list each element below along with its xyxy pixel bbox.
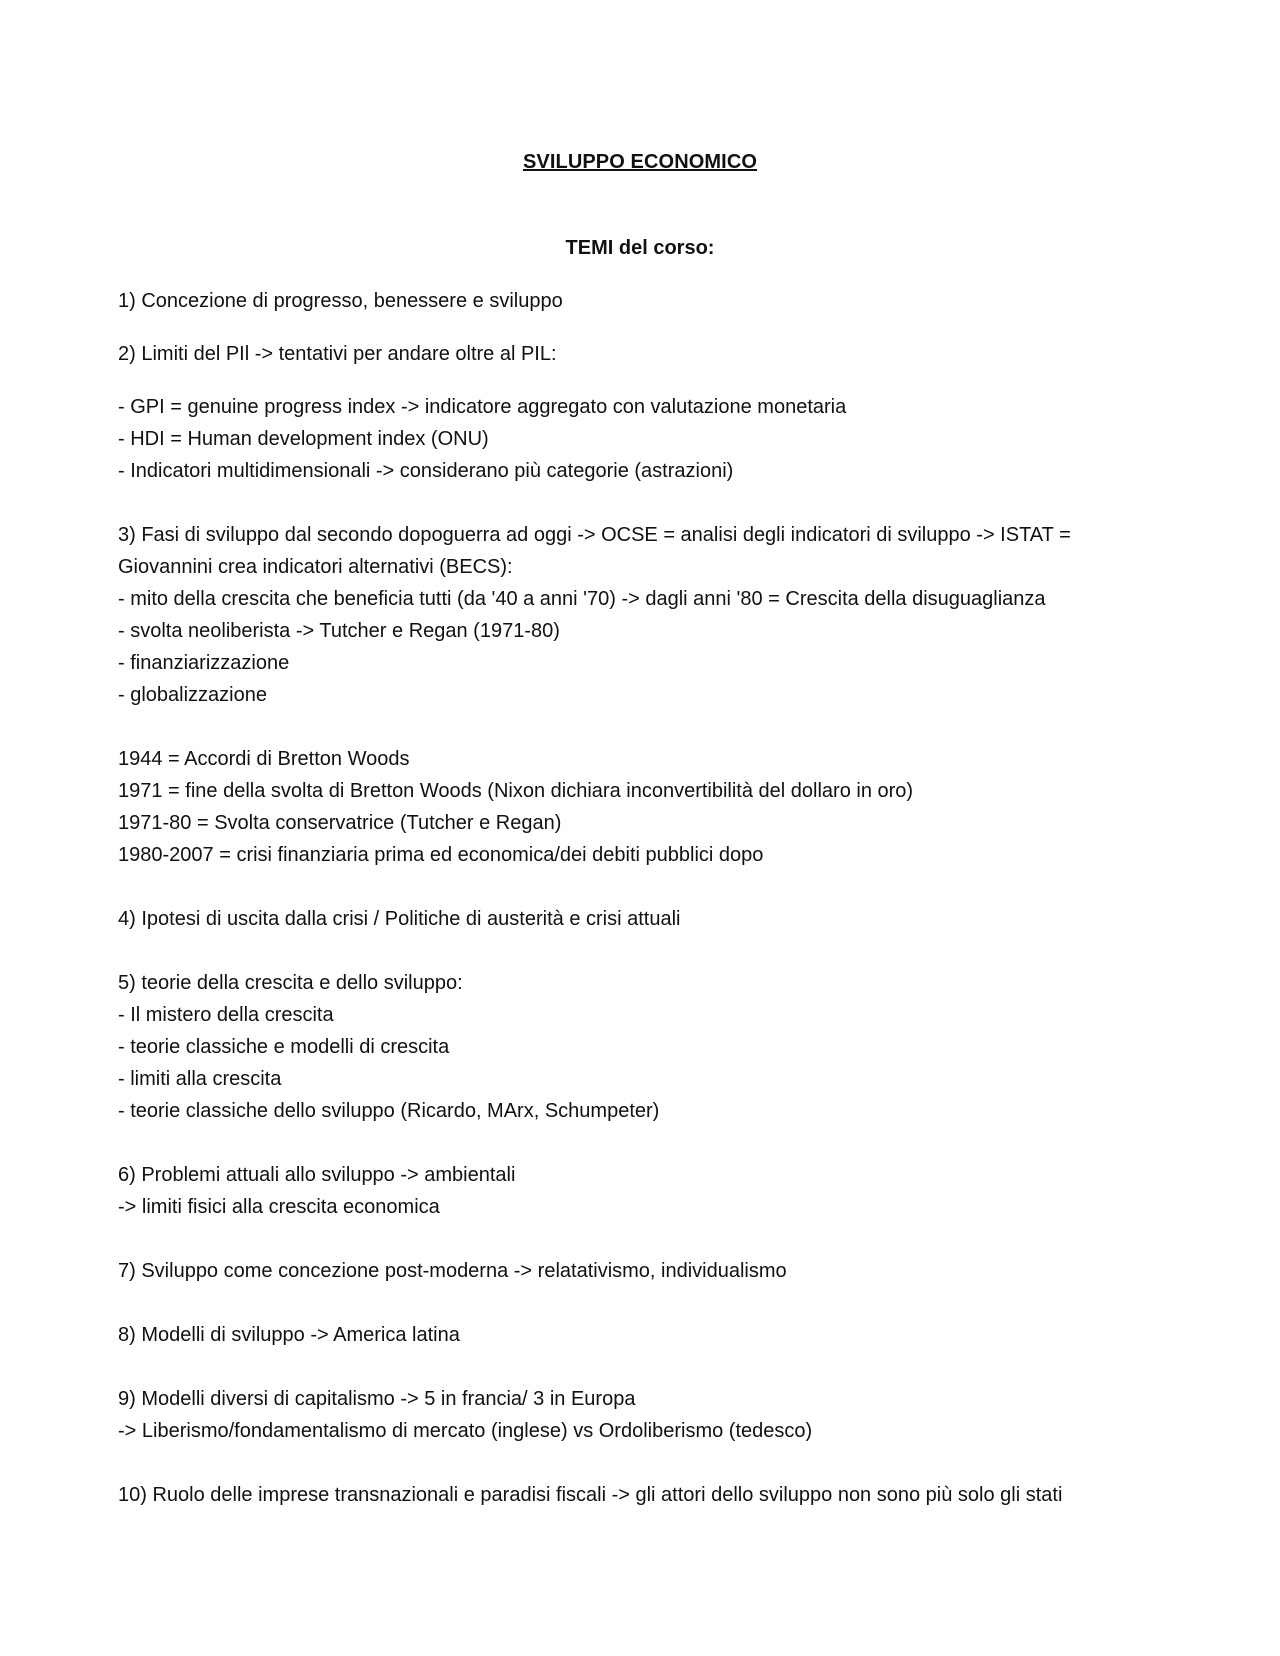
text-line: 1980-2007 = crisi finanziaria prima ed economica/dei debiti pubblici dopo [118,844,764,866]
text-line: - teorie classiche dello sviluppo (Ricardo, MArx, Schumpeter) [118,1100,660,1122]
text-line: 7) Sviluppo come concezione post-moderna -> relatativismo, individualismo [118,1260,787,1282]
document-subtitle: TEMI del corso: [565,237,715,259]
text-line: 3) Fasi di sviluppo dal secondo dopoguerra ad oggi -> OCSE = analisi degli indicatori di sviluppo -> ISTAT = [118,524,1071,546]
text-line: 1) Concezione di progresso, benessere e sviluppo [118,290,563,312]
text-line: - globalizzazione [118,684,267,706]
text-line: Giovannini crea indicatori alternativi (BECS): [118,556,513,578]
text-line: -> limiti fisici alla crescita economica [118,1196,440,1218]
text-line: - GPI = genuine progress index -> indicatore aggregato con valutazione monetaria [118,396,847,418]
text-line: - Il mistero della crescita [118,1004,334,1026]
text-line: - teorie classiche e modelli di crescita [118,1036,450,1058]
text-line: - finanziarizzazione [118,652,290,674]
text-line: -> Liberismo/fondamentalismo di mercato (inglese) vs Ordoliberismo (tedesco) [118,1420,813,1442]
text-line: 1971-80 = Svolta conservatrice (Tutcher e Regan) [118,812,562,834]
text-line: 8) Modelli di sviluppo -> America latina [118,1324,460,1346]
document-body [118,285,1168,1511]
text-line: 5) teorie della crescita e dello sviluppo: [118,972,463,994]
text-line: 1944 = Accordi di Bretton Woods [118,748,410,770]
text-line: 9) Modelli diversi di capitalismo -> 5 in francia/ 3 in Europa [118,1388,636,1410]
text-line: 4) Ipotesi di uscita dalla crisi / Politiche di austerità e crisi attuali [118,908,681,930]
text-line: - limiti alla crescita [118,1068,282,1090]
text-line: 6) Problemi attuali allo sviluppo -> ambientali [118,1164,516,1186]
text-line: - svolta neoliberista -> Tutcher e Regan (1971-80) [118,620,560,642]
text-line: 1971 = fine della svolta di Bretton Woods (Nixon dichiara inconvertibilità del dollaro in oro) [118,780,914,802]
text-line: 10) Ruolo delle imprese transnazionali e paradisi fiscali -> gli attori dello sviluppo non sono più solo gli stati [118,1484,1063,1506]
text-line: 2) Limiti del PIl -> tentativi per andare oltre al PIL: [118,343,557,365]
text-line: - HDI = Human development index (ONU) [118,428,489,450]
text-line: - Indicatori multidimensionali -> considerano più categorie (astrazioni) [118,460,734,482]
document-title: SVILUPPO ECONOMICO [522,151,758,173]
text-line: - mito della crescita che beneficia tutti (da '40 a anni '70) -> dagli anni '80 = Crescita della disuguaglianza [118,588,1046,610]
